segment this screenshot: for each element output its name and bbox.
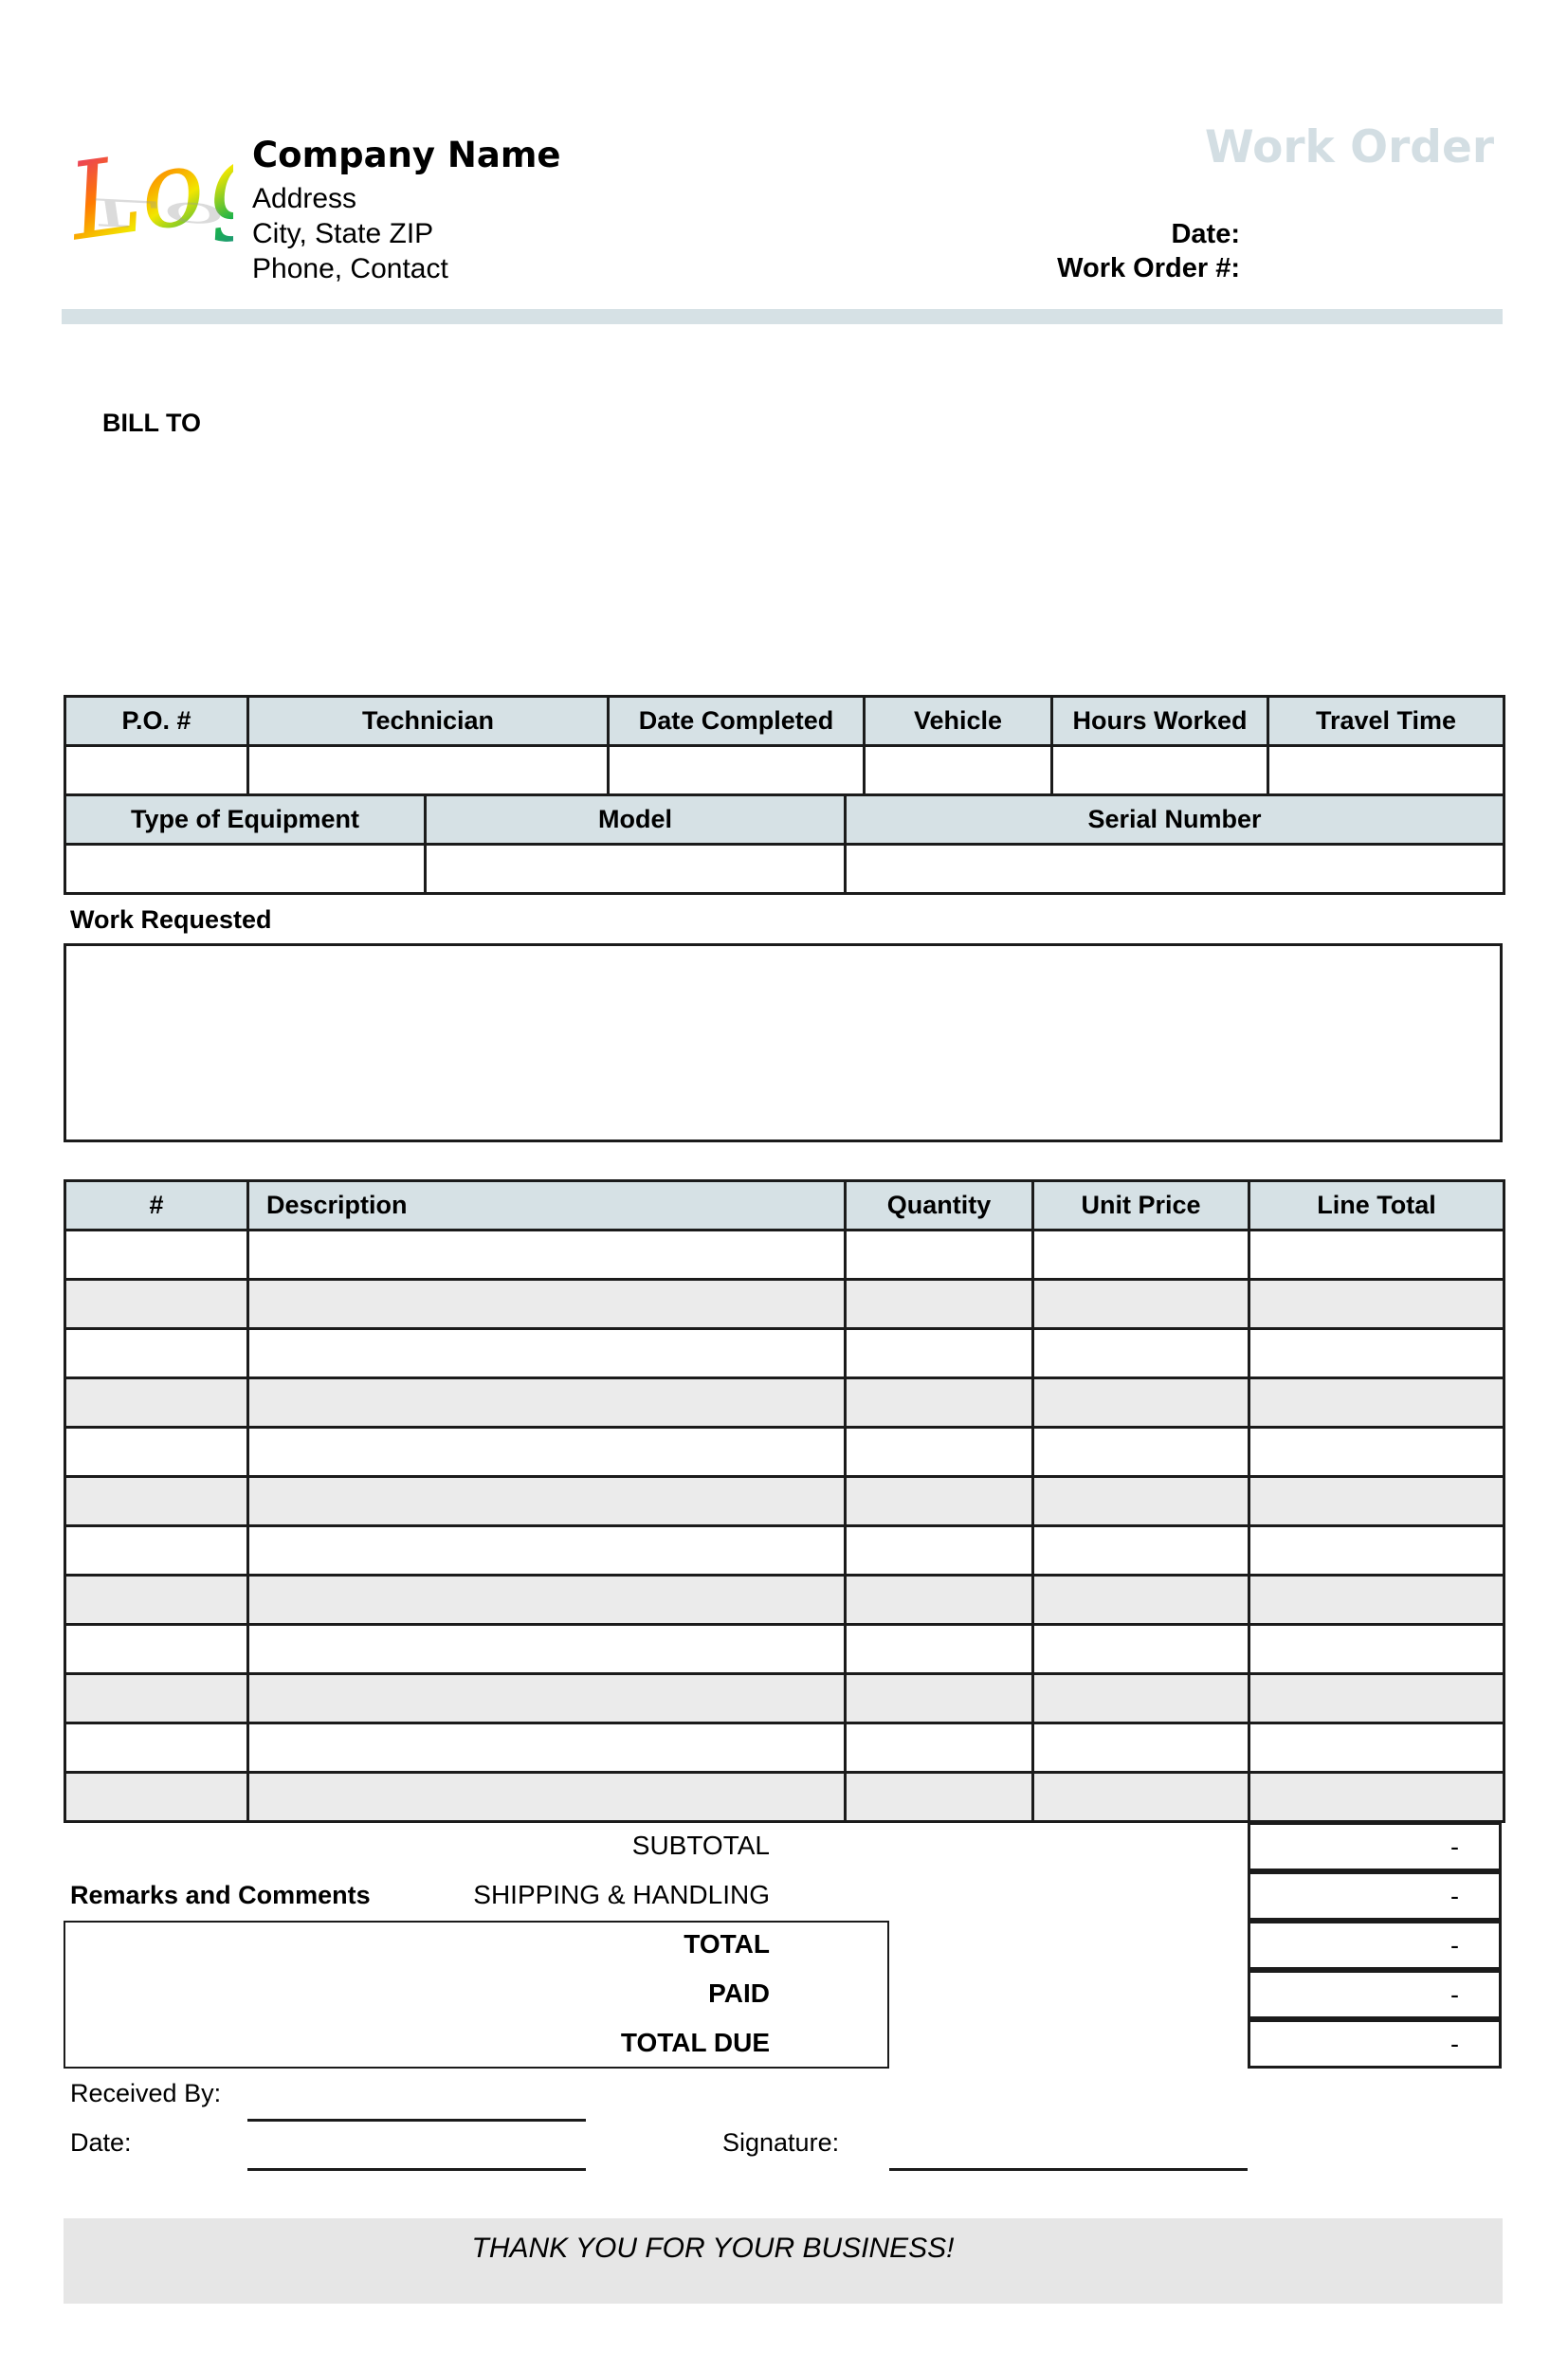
table-row xyxy=(65,1428,1504,1477)
date-completed-header: Date Completed xyxy=(609,697,865,746)
equipment-table xyxy=(64,793,1505,895)
item-number-cell[interactable] xyxy=(65,1477,248,1526)
signature-line[interactable] xyxy=(889,2168,1248,2171)
unit-price-cell[interactable] xyxy=(1033,1231,1249,1280)
table-row xyxy=(65,1378,1504,1428)
line-items-header-row xyxy=(65,1181,1504,1231)
line-items-table xyxy=(64,1179,1505,1823)
item-number-cell[interactable] xyxy=(65,1231,248,1280)
job-header-row xyxy=(65,697,1504,746)
hours-worked-header: Hours Worked xyxy=(1052,697,1268,746)
table-row xyxy=(65,1576,1504,1625)
description-header: Description xyxy=(248,1181,846,1231)
unit-price-cell[interactable] xyxy=(1033,1576,1249,1625)
vehicle-cell[interactable] xyxy=(865,746,1052,795)
bill-to-label: BILL TO xyxy=(102,409,202,437)
item-number-cell[interactable] xyxy=(65,1280,248,1329)
item-number-cell[interactable] xyxy=(65,1428,248,1477)
line-total-cell[interactable] xyxy=(1249,1428,1504,1477)
subtotal-label: SUBTOTAL xyxy=(631,1831,770,1860)
work-requested-box[interactable] xyxy=(64,943,1503,1142)
travel-time-cell[interactable] xyxy=(1268,746,1504,795)
serial-number-header: Serial Number xyxy=(846,795,1504,845)
line-total-cell[interactable] xyxy=(1249,1773,1504,1822)
type-of-equipment-header: Type of Equipment xyxy=(65,795,426,845)
unit-price-cell[interactable] xyxy=(1033,1773,1249,1822)
unit-price-cell[interactable] xyxy=(1033,1526,1249,1576)
unit-price-cell[interactable] xyxy=(1033,1329,1249,1378)
company-phone-contact: Phone, Contact xyxy=(252,253,448,284)
item-number-cell[interactable] xyxy=(65,1773,248,1822)
quantity-cell[interactable] xyxy=(846,1378,1033,1428)
work-order-number-label: Work Order #: xyxy=(1057,253,1240,283)
description-cell[interactable] xyxy=(248,1378,846,1428)
quantity-cell[interactable] xyxy=(846,1329,1033,1378)
line-total-cell[interactable] xyxy=(1249,1280,1504,1329)
total-label: TOTAL xyxy=(684,1929,770,1959)
item-number-cell[interactable] xyxy=(65,1625,248,1674)
signoff-date-line[interactable] xyxy=(247,2168,586,2171)
line-total-cell[interactable] xyxy=(1249,1674,1504,1723)
item-number-cell[interactable] xyxy=(65,1378,248,1428)
description-cell[interactable] xyxy=(248,1674,846,1723)
table-row xyxy=(65,1280,1504,1329)
unit-price-cell[interactable] xyxy=(1033,1280,1249,1329)
received-by-line[interactable] xyxy=(247,2119,586,2122)
svg-text:Logo: Logo xyxy=(63,105,233,265)
quantity-cell[interactable] xyxy=(846,1576,1033,1625)
quantity-cell[interactable] xyxy=(846,1428,1033,1477)
unit-price-cell[interactable] xyxy=(1033,1723,1249,1773)
paid-value: - xyxy=(1248,1970,1502,2019)
description-cell[interactable] xyxy=(248,1723,846,1773)
quantity-cell[interactable] xyxy=(846,1625,1033,1674)
job-info-table xyxy=(64,695,1505,796)
description-cell[interactable] xyxy=(248,1625,846,1674)
received-by-label: Received By: xyxy=(70,2079,222,2107)
table-row xyxy=(65,1477,1504,1526)
shipping-handling-label: SHIPPING & HANDLING xyxy=(473,1880,770,1909)
line-total-cell[interactable] xyxy=(1249,1477,1504,1526)
remarks-box[interactable] xyxy=(64,1921,889,2069)
date-completed-cell[interactable] xyxy=(609,746,865,795)
hours-worked-cell[interactable] xyxy=(1052,746,1268,795)
po-number-header: P.O. # xyxy=(65,697,248,746)
line-total-cell[interactable] xyxy=(1249,1378,1504,1428)
description-cell[interactable] xyxy=(248,1329,846,1378)
line-total-cell[interactable] xyxy=(1249,1526,1504,1576)
technician-header: Technician xyxy=(248,697,609,746)
travel-time-header: Travel Time xyxy=(1268,697,1504,746)
table-row xyxy=(65,1329,1504,1378)
vehicle-header: Vehicle xyxy=(865,697,1052,746)
line-total-header: Line Total xyxy=(1249,1181,1504,1231)
quantity-cell[interactable] xyxy=(846,1280,1033,1329)
po-number-cell[interactable] xyxy=(65,746,248,795)
quantity-header: Quantity xyxy=(846,1181,1033,1231)
item-number-cell[interactable] xyxy=(65,1526,248,1576)
model-cell[interactable] xyxy=(426,845,846,894)
document-title: Work Order xyxy=(1204,121,1494,173)
description-cell[interactable] xyxy=(248,1576,846,1625)
type-of-equipment-cell[interactable] xyxy=(65,845,426,894)
description-cell[interactable] xyxy=(248,1280,846,1329)
table-row xyxy=(65,1526,1504,1576)
table-row xyxy=(65,1773,1504,1822)
company-name: Company Name xyxy=(252,135,561,175)
item-number-cell[interactable] xyxy=(65,1723,248,1773)
unit-price-header: Unit Price xyxy=(1033,1181,1249,1231)
description-cell[interactable] xyxy=(248,1526,846,1576)
quantity-cell[interactable] xyxy=(846,1477,1033,1526)
quantity-cell[interactable] xyxy=(846,1526,1033,1576)
work-requested-label: Work Requested xyxy=(70,905,272,934)
header-divider xyxy=(62,309,1503,324)
svg-text:Logo: Logo xyxy=(82,190,233,246)
quantity-cell[interactable] xyxy=(846,1231,1033,1280)
unit-price-cell[interactable] xyxy=(1033,1428,1249,1477)
total-due-value: - xyxy=(1248,2019,1502,2069)
equipment-value-row xyxy=(65,845,1504,894)
item-number-cell[interactable] xyxy=(65,1576,248,1625)
equipment-header-row xyxy=(65,795,1504,845)
description-cell[interactable] xyxy=(248,1428,846,1477)
item-number-cell[interactable] xyxy=(65,1674,248,1723)
model-header: Model xyxy=(426,795,846,845)
table-row xyxy=(65,1674,1504,1723)
unit-price-cell[interactable] xyxy=(1033,1378,1249,1428)
line-total-cell[interactable] xyxy=(1249,1329,1504,1378)
technician-cell[interactable] xyxy=(248,746,609,795)
quantity-cell[interactable] xyxy=(846,1773,1033,1822)
item-number-header: # xyxy=(65,1181,248,1231)
item-number-cell[interactable] xyxy=(65,1329,248,1378)
serial-number-cell[interactable] xyxy=(846,845,1504,894)
line-total-cell[interactable] xyxy=(1249,1576,1504,1625)
unit-price-cell[interactable] xyxy=(1033,1674,1249,1723)
line-total-cell[interactable] xyxy=(1249,1625,1504,1674)
quantity-cell[interactable] xyxy=(846,1674,1033,1723)
total-value: - xyxy=(1248,1921,1502,1970)
signature-label: Signature: xyxy=(722,2128,840,2157)
company-address: Address xyxy=(252,183,357,214)
unit-price-cell[interactable] xyxy=(1033,1477,1249,1526)
table-row xyxy=(65,1231,1504,1280)
unit-price-cell[interactable] xyxy=(1033,1625,1249,1674)
table-row xyxy=(65,1723,1504,1773)
thank-you-message: THANK YOU FOR YOUR BUSINESS! xyxy=(471,2233,955,2264)
line-total-cell[interactable] xyxy=(1249,1723,1504,1773)
total-due-label: TOTAL DUE xyxy=(620,2028,770,2057)
shipping-handling-value: - xyxy=(1248,1871,1502,1921)
company-logo xyxy=(63,102,233,283)
line-total-cell[interactable] xyxy=(1249,1231,1504,1280)
description-cell[interactable] xyxy=(248,1477,846,1526)
paid-label: PAID xyxy=(708,1978,770,2008)
company-city-state-zip: City, State ZIP xyxy=(252,218,434,249)
date-label: Date: xyxy=(1171,219,1240,249)
quantity-cell[interactable] xyxy=(846,1723,1033,1773)
table-row xyxy=(65,1625,1504,1674)
remarks-label: Remarks and Comments xyxy=(70,1881,371,1909)
job-value-row xyxy=(65,746,1504,795)
subtotal-value: - xyxy=(1248,1822,1502,1871)
description-cell[interactable] xyxy=(248,1231,846,1280)
description-cell[interactable] xyxy=(248,1773,846,1822)
signoff-date-label: Date: xyxy=(70,2128,132,2157)
